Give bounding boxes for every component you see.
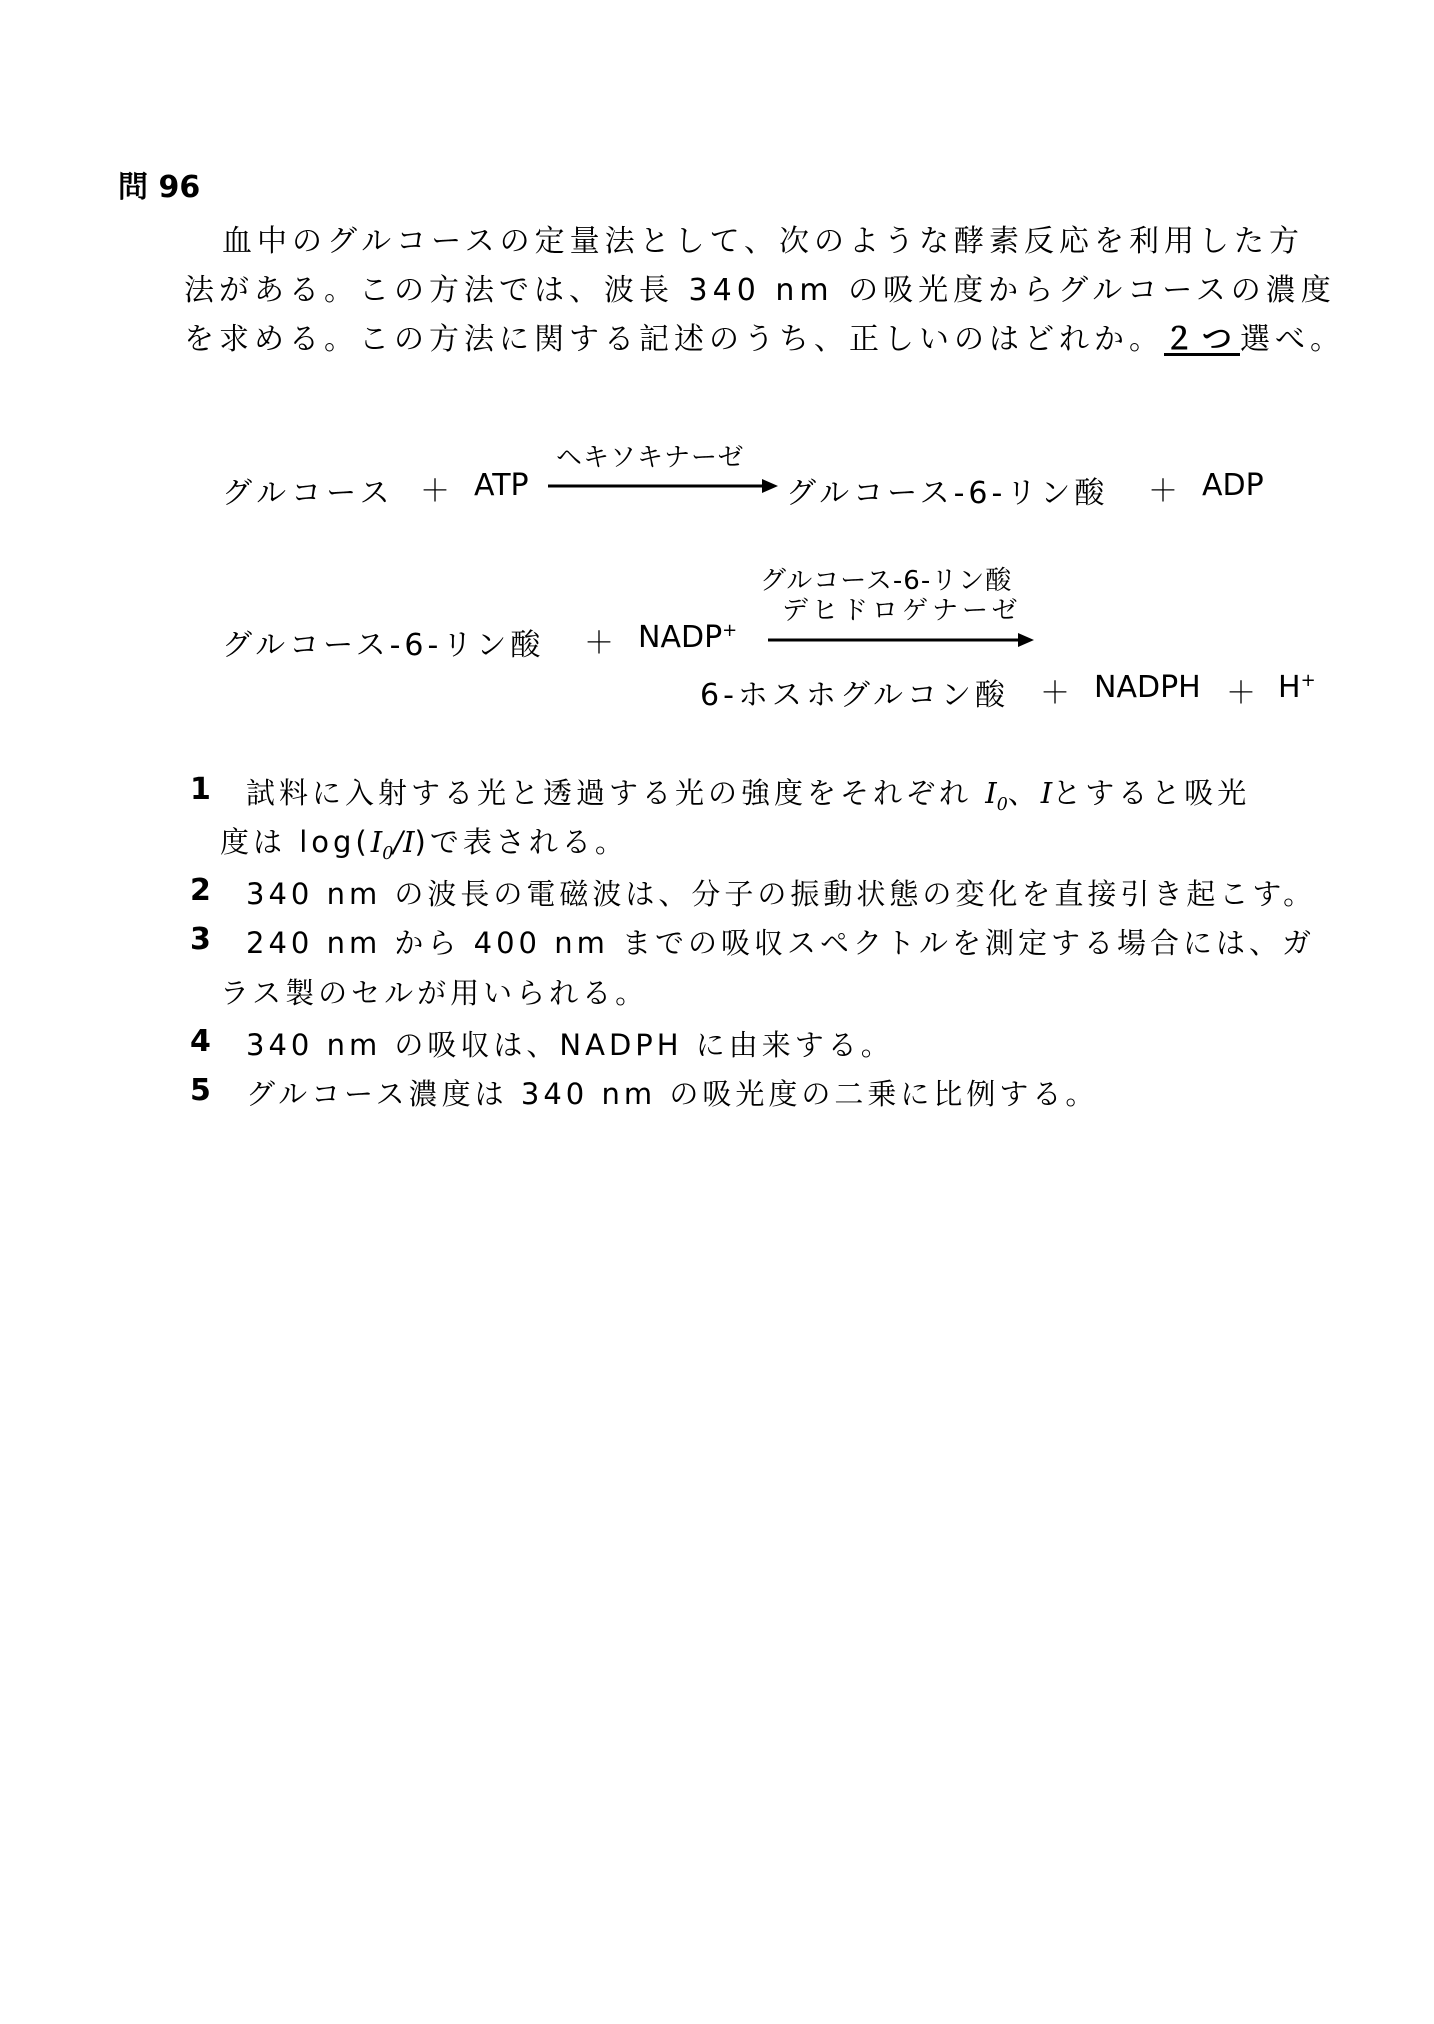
log-denominator: I bbox=[403, 825, 415, 859]
stem-text-a: を求める。この方法に関する記述のうち、正しいのはどれか。 bbox=[184, 322, 1164, 357]
question-stem-line-2: 法がある。この方法では、波長 340 nm の吸光度からグルコースの濃度 bbox=[184, 273, 1336, 308]
reaction1-product2: ADP bbox=[1202, 468, 1264, 503]
option-1-text-d: )で表される。 bbox=[414, 825, 628, 859]
option-5-text: グルコース濃度は 340 nm の吸光度の二乗に比例する。 bbox=[246, 1077, 1099, 1111]
reaction2-enzyme-line-2: デヒドロゲナーゼ bbox=[782, 596, 1022, 626]
stem-text-b: 選べ。 bbox=[1240, 322, 1345, 357]
reaction1-arrow bbox=[548, 476, 780, 496]
option-1-line-2 bbox=[220, 820, 628, 864]
option-1-text-a: 試料に入射する光と透過する光の強度をそれぞれ bbox=[246, 776, 986, 810]
question-number: 問 96 bbox=[118, 170, 201, 205]
reaction1-plus2: ＋ bbox=[1148, 474, 1178, 509]
option-3-line-1: 240 nm から 400 nm までの吸収スペクトルを測定する場合には、ガ bbox=[246, 926, 1316, 960]
nadp-label: NADP bbox=[638, 620, 723, 655]
reaction1-product1: グルコース-6-リン酸 bbox=[786, 476, 1109, 511]
reaction2-reactant1: グルコース-6-リン酸 bbox=[222, 628, 545, 663]
reaction2-product3 bbox=[1278, 670, 1316, 705]
incident-intensity-symbol: $I_0$ bbox=[985, 776, 1008, 815]
reaction2-plus1: ＋ bbox=[584, 626, 614, 661]
option-4-number: 4 bbox=[190, 1024, 211, 1059]
question-stem-line-3 bbox=[184, 314, 1345, 358]
option-1-text-c: 度は log( bbox=[220, 825, 371, 859]
option-1-line-1 bbox=[246, 771, 1250, 815]
option-4-text: 340 nm の吸収は、NADPH に由来する。 bbox=[246, 1028, 894, 1062]
nadp-charge: + bbox=[722, 620, 738, 641]
reaction2-enzyme-line-1: グルコース-6-リン酸 bbox=[760, 566, 1013, 596]
reaction2-reactant2 bbox=[638, 620, 737, 655]
option-3-number: 3 bbox=[190, 922, 211, 957]
option-1-number: 1 bbox=[190, 772, 211, 807]
option-5-number: 5 bbox=[190, 1073, 211, 1108]
reaction2-plus3: ＋ bbox=[1226, 676, 1256, 711]
proton-charge: + bbox=[1300, 670, 1316, 691]
question-stem-line-1: 血中のグルコースの定量法として、次のような酵素反応を利用した方 bbox=[222, 224, 1304, 259]
transmitted-intensity-symbol: I bbox=[1040, 776, 1053, 810]
log-numerator: $I_0$ bbox=[370, 825, 394, 864]
reaction1-reactant1: グルコース bbox=[222, 476, 395, 511]
option-1-text-b: とすると吸光 bbox=[1052, 776, 1251, 810]
reaction1-plus1: ＋ bbox=[420, 474, 450, 509]
reaction2-product1: 6-ホスホグルコン酸 bbox=[700, 678, 1010, 713]
option-3-line-2: ラス製のセルが用いられる。 bbox=[220, 976, 649, 1010]
option-1-separator: 、 bbox=[1007, 776, 1041, 810]
option-2-number: 2 bbox=[190, 873, 211, 908]
reaction2-plus2: ＋ bbox=[1040, 676, 1070, 711]
proton-label: H bbox=[1278, 670, 1301, 705]
reaction2-arrow bbox=[768, 630, 1036, 650]
log-slash: / bbox=[393, 825, 404, 859]
reaction1-enzyme: ヘキソキナーゼ bbox=[556, 443, 745, 473]
choose-count-emphasis: ２つ bbox=[1164, 322, 1240, 357]
option-2-text: 340 nm の波長の電磁波は、分子の振動状態の変化を直接引き起こす。 bbox=[246, 877, 1317, 911]
reaction2-product2: NADPH bbox=[1094, 670, 1201, 705]
reaction1-reactant2: ATP bbox=[474, 468, 529, 503]
